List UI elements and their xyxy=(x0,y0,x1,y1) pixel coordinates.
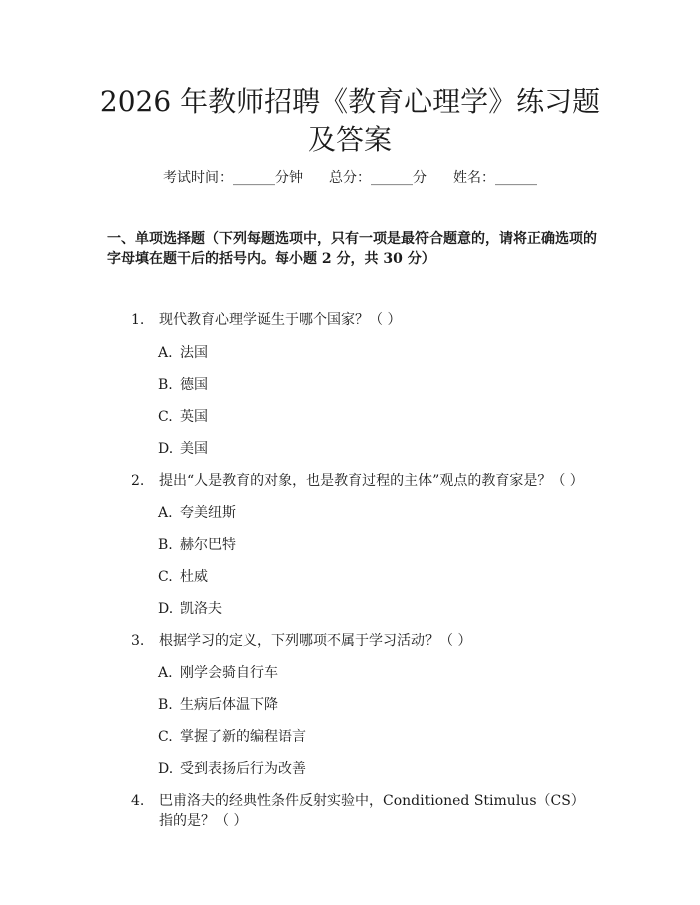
option-letter: A. xyxy=(158,345,173,361)
option-letter: D. xyxy=(158,441,174,457)
option-text: 凯洛夫 xyxy=(180,601,222,617)
question-text: 根据学习的定义，下列哪项不属于学习活动？（ ） xyxy=(159,633,472,649)
option-1a xyxy=(158,343,208,363)
question-2 xyxy=(131,471,591,491)
question-4: 巴甫洛夫的经典性条件反射实验中，Conditioned Stimulus（CS）指的是？（ ） xyxy=(159,793,585,829)
option-3a xyxy=(158,663,278,683)
question-number: 2. xyxy=(131,473,145,489)
option-text: 美国 xyxy=(180,441,208,457)
question-text: 提出“人是教育的对象，也是教育过程的主体”观点的教育家是？（ ） xyxy=(159,473,584,489)
option-text: 杜威 xyxy=(180,569,208,585)
option-1c xyxy=(158,407,208,427)
question-3 xyxy=(131,631,591,651)
option-text: 受到表扬后行为改善 xyxy=(180,761,306,777)
option-text: 夸美纽斯 xyxy=(180,505,236,521)
question-number: 1. xyxy=(131,312,145,328)
option-letter: B. xyxy=(158,697,173,713)
exam-time-field: 考试时间：______分钟 xyxy=(163,170,303,186)
option-text: 赫尔巴特 xyxy=(180,537,236,553)
option-text: 刚学会骑自行车 xyxy=(180,665,278,681)
exam-info-line xyxy=(0,168,700,188)
question-1 xyxy=(131,310,591,330)
option-letter: D. xyxy=(158,761,174,777)
option-text: 生病后体温下降 xyxy=(180,697,278,713)
option-letter: B. xyxy=(158,537,173,553)
question-4-number: 4. xyxy=(131,793,145,809)
option-letter: C. xyxy=(158,569,173,585)
option-letter: C. xyxy=(158,409,173,425)
option-1b xyxy=(158,375,208,395)
page-title: 2026 年教师招聘《教育心理学》练习题及答案 xyxy=(99,85,601,156)
option-1d xyxy=(158,439,208,459)
option-2a xyxy=(158,503,236,523)
option-letter: C. xyxy=(158,729,173,745)
question-text: 现代教育心理学诞生于哪个国家？（ ） xyxy=(159,312,402,328)
option-text: 掌握了新的编程语言 xyxy=(180,729,306,745)
option-text: 英国 xyxy=(180,409,208,425)
question-number: 3. xyxy=(131,633,145,649)
option-letter: A. xyxy=(158,505,173,521)
option-text: 德国 xyxy=(180,377,208,393)
option-text: 法国 xyxy=(180,345,208,361)
section-header: 一、单项选择题（下列每题选项中，只有一项是最符合题意的，请将正确选项的字母填在题干后的括号内。每小题 2 分，共 30 分） xyxy=(107,231,597,267)
option-3d xyxy=(158,759,306,779)
option-2d xyxy=(158,599,222,619)
option-2c xyxy=(158,567,208,587)
option-letter: A. xyxy=(158,665,173,681)
option-3b xyxy=(158,695,278,715)
option-2b xyxy=(158,535,236,555)
name-field: 姓名：______ xyxy=(453,170,537,186)
option-3c xyxy=(158,727,306,747)
total-score-field: 总分：______分 xyxy=(329,170,427,186)
option-letter: D. xyxy=(158,601,174,617)
option-letter: B. xyxy=(158,377,173,393)
